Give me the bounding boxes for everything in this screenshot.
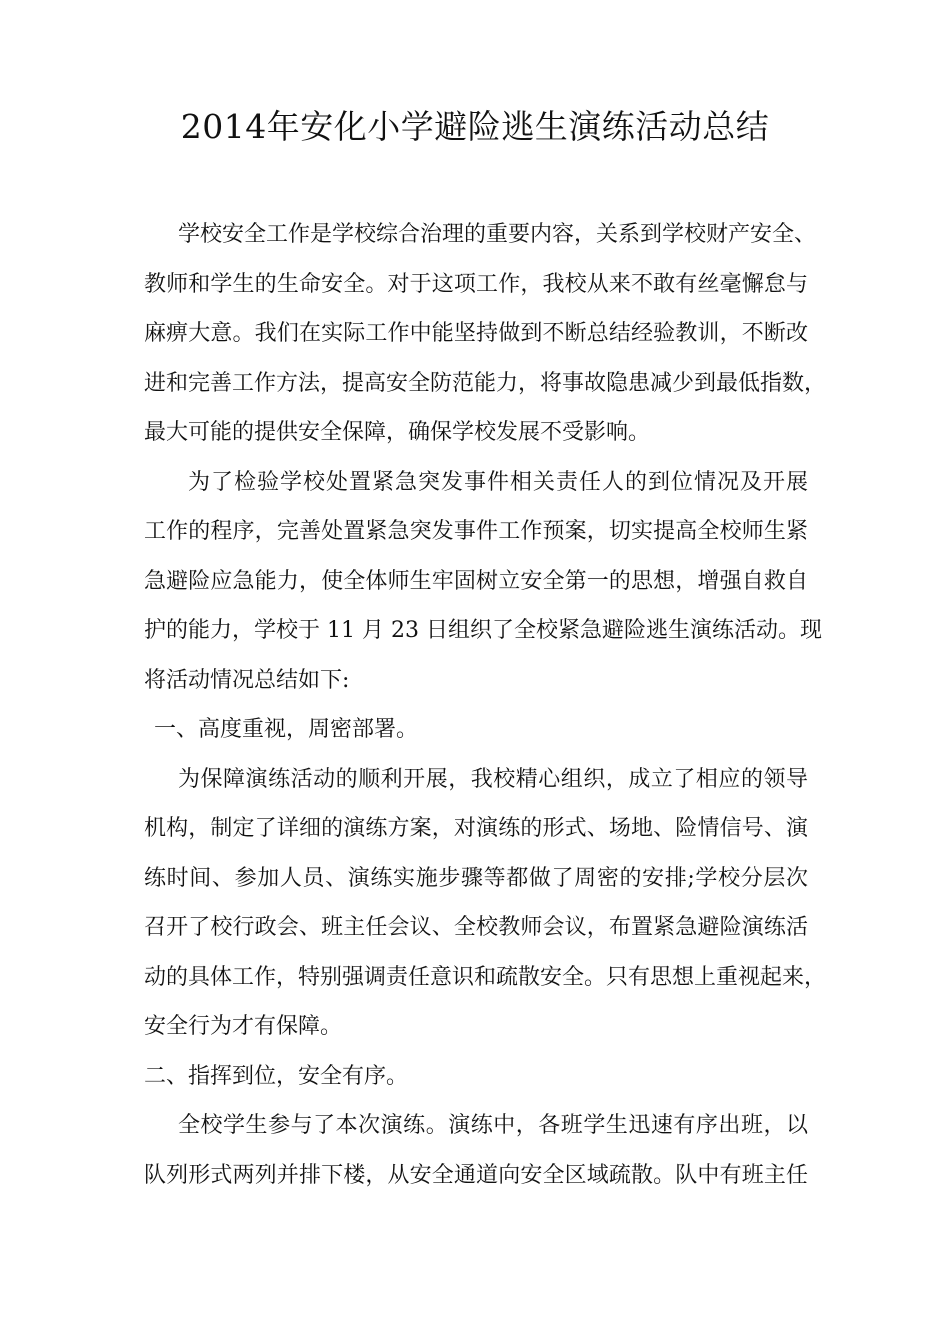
paragraph-line: 安全行为才有保障。 (144, 1014, 343, 1039)
paragraph-line: 教师和学生的生命安全。对于这项工作，我校从来不敢有丝毫懈怠与 (144, 271, 808, 297)
paragraph-line: 机构，制定了详细的演练方案，对演练的形式、场地、险情信号、演 (144, 816, 808, 841)
section-heading: 二、指挥到位，安全有序。 (144, 1063, 409, 1089)
paragraph-line: 全校学生参与了本次演练。演练中，各班学生迅速有序出班，以 (178, 1113, 808, 1138)
paragraph-line: 召开了校行政会、班主任会议、全校教师会议，布置紧急避险演练活 (144, 915, 808, 940)
paragraph-line: 动的具体工作，特别强调责任意识和疏散安全。只有思想上重视起来， (144, 964, 827, 990)
paragraph-line: 学校安全工作是学校综合治理的重要内容，关系到学校财产安全、 (178, 222, 817, 247)
paragraph-line: 练时间、参加人员、演练实施步骤等都做了周密的安排;学校分层次 (144, 865, 808, 891)
paragraph-line: 护的能力，学校于 11 月 23 日组织了全校紧急避险逃生演练活动。现 (144, 618, 822, 643)
paragraph-line: 为保障演练活动的顺利开展，我校精心组织，成立了相应的领导 (178, 766, 808, 792)
paragraph-line: 为了检验学校处置紧急突发事件相关责任人的到位情况及开展 (188, 469, 808, 495)
section-heading: 一、高度重视，周密部署。 (154, 717, 419, 742)
document-body (144, 210, 827, 1200)
paragraph-line: 将活动情况总结如下: (144, 667, 350, 693)
paragraph-line: 队列形式两列并排下楼，从安全通道向安全区域疏散。队中有班主任 (144, 1162, 808, 1188)
paragraph-line: 最大可能的提供安全保障，确保学校发展不受影响。 (144, 420, 651, 445)
document-title: 2014年安化小学避险逃生演练活动总结 (180, 107, 770, 146)
paragraph-line: 进和完善工作方法，提高安全防范能力，将事故隐患减少到最低指数， (144, 370, 827, 396)
paragraph-line: 麻痹大意。我们在实际工作中能坚持做到不断总结经验教训，不断改 (144, 321, 808, 346)
paragraph-line: 工作的程序，完善处置紧急突发事件工作预案，切实提高全校师生紧 (144, 519, 808, 544)
paragraph-line: 急避险应急能力，使全体师生牢固树立安全第一的思想，增强自救自 (144, 568, 808, 594)
